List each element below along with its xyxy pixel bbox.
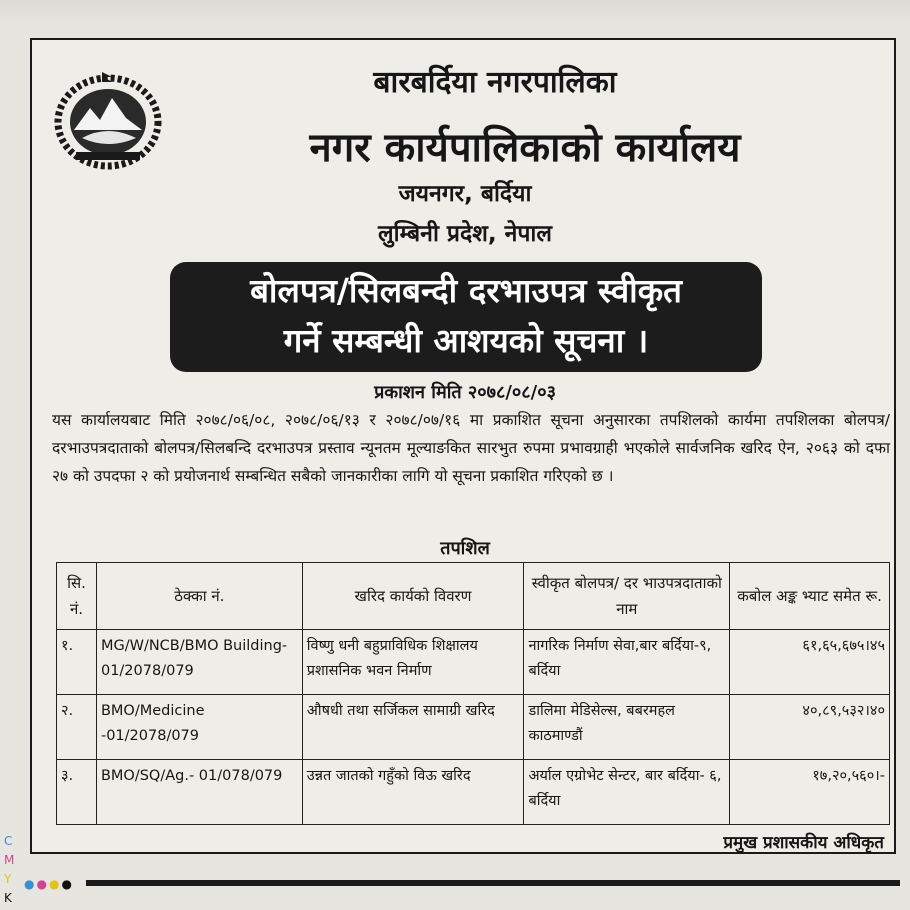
header-description: खरिद कार्यको विवरण	[302, 563, 524, 630]
publication-date: प्रकाशन मिति २०७८/०८/०३	[374, 382, 556, 403]
banner-line-1: बोलपत्र/सिलबन्दी दरभाउपत्र स्वीकृत	[250, 271, 682, 310]
cmyk-letter-m: M	[4, 853, 15, 867]
cell-description: औषधी तथा सर्जिकल सामाग्री खरिद	[302, 695, 524, 760]
signatory-title: प्रमुख प्रशासकीय अधिकृत	[723, 833, 884, 853]
cmyk-letter-y: Y	[4, 872, 12, 886]
table-row	[57, 760, 890, 825]
banner-line-2: गर्ने सम्बन्धी आशयको सूचना ।	[283, 321, 649, 360]
newspaper-top-strip	[0, 0, 910, 24]
cell-sn: ३.	[57, 760, 97, 825]
cell-bidder: डालिमा मेडिसेल्स, बबरमहल काठमाण्डौं	[524, 695, 730, 760]
cell-bidder: अर्याल एग्रोभेट सेन्टर, बार बर्दिया- ६, बर्दिया	[524, 760, 730, 825]
cell-bidder: नागरिक निर्माण सेवा,बार बर्दिया-९, बर्दिया	[524, 630, 730, 695]
header-contract-no: ठेक्का नं.	[96, 563, 302, 630]
cell-contract-no: BMO/Medicine -01/2078/079	[96, 695, 302, 760]
cell-contract-no: MG/W/NCB/BMO Building-01/2078/079	[96, 630, 302, 695]
notice-body: यस कार्यालयबाट मिति २०७८/०६/०८, २०७८/०६/१३ र २०७८/०७/१६ मा प्रकाशित सूचना अनुसारका तपशिलको कार्यमा तपशिलका बोलपत्र/दरभाउपत्रदाताको बोलपत्र/सिलबन्दि दरभाउपत्र प्रस्ताव न्यूनतम मूल्याङकित सारभुत रुपमा प्रभावग्राही भएकोले सार्वजनिक खरिद ऐन, २०६३ को दफा २७ को उपदफा २ को प्रयोजनार्थ सम्बन्धित सबैको जानकारीका लागि यो सूचना प्रकाशित गरिएको छ ।	[52, 411, 890, 485]
cell-description: विष्णु धनी बहुप्राविधिक शिक्षालय प्रशासनिक भवन निर्माण	[302, 630, 524, 695]
header-amount: कबोल अङ्क भ्याट समेत रू.	[730, 563, 890, 630]
notice-box	[30, 38, 896, 854]
cell-amount: १७,२०,५६०।-	[730, 760, 890, 825]
cell-sn: १.	[57, 630, 97, 695]
cell-amount: ६१,६५,६७५।४५	[730, 630, 890, 695]
header-sn: सि. नं.	[57, 563, 97, 630]
office-title: नगर कार्यपालिकाको कार्यालय	[309, 125, 741, 171]
bottom-rule	[86, 880, 900, 886]
cell-sn: २.	[57, 695, 97, 760]
address-line-1: जयनगर, बर्दिया	[398, 181, 532, 207]
table-title: तपशिल	[440, 538, 490, 559]
color-registration-dots: ●●●●	[24, 877, 74, 891]
cell-contract-no: BMO/SQ/Ag.- 01/078/079	[96, 760, 302, 825]
cmyk-letter-k: K	[4, 891, 12, 905]
address-line-2: लुम्बिनी प्रदेश, नेपाल	[378, 221, 552, 247]
table-row	[57, 630, 890, 695]
cmyk-letter-c: C	[4, 834, 13, 848]
contract-table	[56, 562, 890, 825]
table-row	[57, 695, 890, 760]
cell-amount: ४०,८९,५३२।४०	[730, 695, 890, 760]
table-header-row	[57, 563, 890, 630]
municipality-name: बारबर्दिया नगरपालिका	[373, 65, 617, 100]
cell-description: उन्नत जातको गहुँको विऊ खरिद	[302, 760, 524, 825]
notice-title-banner	[170, 262, 762, 372]
print-registration-marks	[4, 832, 14, 908]
header-bidder: स्वीकृत बोलपत्र/ दर भाउपत्रदाताको नाम	[524, 563, 730, 630]
